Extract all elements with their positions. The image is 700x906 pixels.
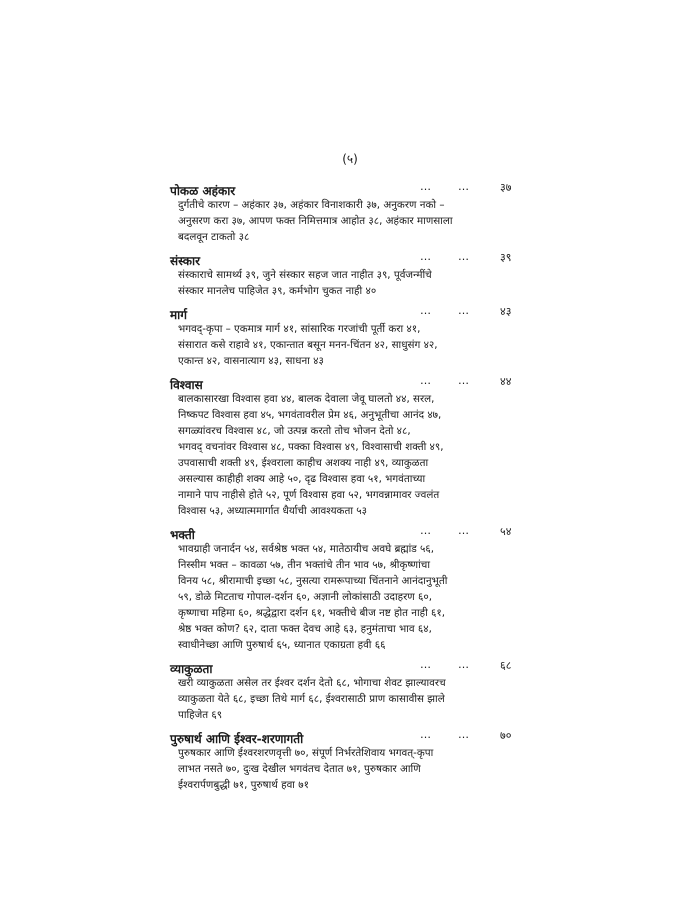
topic-line: नामाने पाप नाहीसे होते ५२, पूर्ण विश्वास हवा ५२, भगवन्नामावर ज्वलंत — [178, 489, 440, 501]
chapter-page-number: ७० — [500, 729, 512, 742]
table-of-contents — [170, 180, 520, 798]
topic-line: उपवासाची शक्ती ४९, ईश्वराला काहीच अशक्य नाही ४९, व्याकुळता — [178, 457, 429, 469]
leader-dots — [420, 250, 496, 263]
leader-dot-group: … — [420, 658, 432, 671]
topic-line: अनुसरण करा ३७, आपण फक्त निमित्तमात्र आहोत ३८, अहंकार माणसाला — [178, 215, 453, 227]
topic-line: खरी व्याकुळता असेल तर ईश्वर दर्शन देतो ६८, भोगाचा शेवट झाल्यावरच — [178, 677, 446, 689]
chapter-page-number: ५४ — [500, 525, 512, 538]
topic-line: कृष्णाचा महिमा ६०, श्रद्धेद्वारा दर्शन ६१, भक्तीचे बीज नष्ट होत नाही ६१, — [178, 607, 446, 619]
leader-dot-group: … — [458, 250, 470, 263]
leader-dot-group: … — [458, 374, 470, 387]
topic-line: असल्यास काहीही शक्य आहे ५०, दृढ विश्वास हवा ५१, भगवंताच्या — [178, 473, 426, 485]
page-number: (५) — [342, 152, 358, 166]
toc-entry-header — [170, 524, 520, 541]
leader-dots — [420, 180, 496, 193]
chapter-heading: विश्वास — [170, 378, 203, 392]
leader-dot-group: … — [458, 524, 470, 537]
topic-line: दुर्गतीचे कारण – अहंकार ३७, अहंकार विनाशकारी ३७, अनुकरण नको – — [178, 199, 445, 211]
toc-entry-header — [170, 304, 520, 321]
toc-entry — [170, 658, 520, 723]
leader-dot-group: … — [420, 728, 432, 741]
topic-line: भगवद्‌ वचनांवर विश्वास ४८, पक्का विश्वास ४९, विश्वासाची शक्ती ४९, — [178, 441, 444, 453]
chapter-heading: पुरुषार्थ आणि ईश्वर-शरणागती — [170, 732, 304, 746]
topic-line: श्रेष्ठ भक्त कोण? ६२, दाता फक्त देवच आहे ६३, हनुमंताचा भाव ६४, — [178, 623, 432, 635]
topic-line: पाहिजेत ६९ — [178, 709, 223, 721]
topic-line: सगळ्यांवरच विश्वास ४८, जो उत्पन्न करतो तोच भोजन देतो ४८, — [178, 425, 411, 437]
leader-dot-group: … — [458, 180, 470, 193]
topic-line: विश्वास ५३, अध्यात्ममार्गात धैर्याची आवश्यकता ५३ — [178, 505, 367, 517]
chapter-heading: व्याकुळता — [170, 662, 213, 676]
topic-line: ईश्वरार्पणबुद्धी ७१, पुरुषार्थ हवा ७१ — [178, 779, 309, 791]
chapter-topics — [178, 321, 508, 369]
leader-dot-group: … — [420, 250, 432, 263]
leader-dot-group: … — [420, 374, 432, 387]
topic-line: संसारात कसे राहावे ४१, एकान्तात बसून मनन-चिंतन ४२, साधुसंग ४२, — [178, 339, 438, 351]
leader-dot-group: … — [420, 304, 432, 317]
leader-dots — [420, 728, 496, 741]
chapter-heading: भक्ती — [170, 528, 195, 542]
chapter-topics — [178, 391, 508, 519]
topic-line: स्वाधीनेच्छा आणि पुरुषार्थ ६५, ध्यानात एकाग्रता हवी ६६ — [178, 639, 386, 651]
topic-line: विनय ५८, श्रीरामाची इच्छा ५८, नुसत्या रामरूपाच्या चिंतनाने आनंदानुभूती — [178, 575, 448, 587]
topic-line: बदलवून टाकतो ३८ — [178, 231, 250, 243]
toc-entry — [170, 374, 520, 519]
chapter-page-number: ४४ — [500, 375, 512, 388]
chapter-page-number: ३९ — [500, 251, 512, 264]
topic-line: पुरुषकार आणि ईश्वरशरणवृत्ती ७०, संपूर्ण निर्भरतेशिवाय भगवत्‌-कृपा — [178, 747, 434, 759]
topic-line: एकान्त ४२, वासनात्याग ४३, साधना ४३ — [178, 355, 324, 367]
chapter-page-number: ६८ — [500, 659, 512, 672]
toc-entry — [170, 250, 520, 299]
toc-entry-header — [170, 180, 520, 197]
chapter-topics — [178, 267, 508, 299]
leader-dot-group: … — [420, 524, 432, 537]
chapter-heading: पोकळ अहंकार — [170, 184, 236, 198]
topic-line: बालकासारखा विश्वास हवा ४४, बालक देवाला जेवू घालतो ४४, सरल, — [178, 393, 435, 405]
toc-entry-header — [170, 250, 520, 267]
topic-line: भावग्राही जनार्दन ५४, सर्वश्रेष्ठ भक्त ५४, मातेठायीच अवघे ब्रह्मांड ५६, — [178, 543, 435, 555]
topic-line: संस्कार मानलेच पाहिजेत ३९, कर्मभोग चुकत नाही ४० — [178, 285, 377, 297]
chapter-heading: मार्ग — [170, 308, 188, 322]
chapter-heading: संस्कार — [170, 254, 201, 268]
topic-line: भगवद्‌-कृपा – एकमात्र मार्ग ४१, सांसारिक गरजांची पूर्ती करा ४१, — [178, 323, 421, 335]
leader-dots — [420, 304, 496, 317]
chapter-page-number: ४३ — [500, 305, 512, 318]
topic-line: संस्काराचे सामर्थ्य ३९, जुने संस्कार सहज जात नाहीत ३९, पूर्वजन्मींचे — [178, 269, 432, 281]
leader-dots — [420, 658, 496, 671]
toc-entry-header — [170, 374, 520, 391]
topic-line: निस्सीम भक्त – कावळा ५७, तीन भक्तांचे तीन भाव ५७, श्रीकृष्णांचा — [178, 559, 430, 571]
toc-entry — [170, 180, 520, 245]
leader-dots — [420, 374, 496, 387]
toc-entry — [170, 728, 520, 793]
leader-dots — [420, 524, 496, 537]
toc-entry-header — [170, 658, 520, 675]
topic-line: व्याकुळता येते ६८, इच्छा तिथे मार्ग ६८, ईश्वरासाठी प्राण कासावीस झाले — [178, 693, 445, 705]
toc-entry-header — [170, 728, 520, 745]
leader-dot-group: … — [458, 728, 470, 741]
chapter-topics — [178, 541, 508, 653]
leader-dot-group: … — [458, 304, 470, 317]
topic-line: निष्कपट विश्वास हवा ४५, भगवंतावरील प्रेम ४६, अनुभूतीचा आनंद ४७, — [178, 409, 442, 421]
chapter-page-number: ३७ — [500, 181, 512, 194]
leader-dot-group: … — [420, 180, 432, 193]
chapter-topics — [178, 197, 508, 245]
leader-dot-group: … — [458, 658, 470, 671]
toc-entry — [170, 304, 520, 369]
topic-line: ५९, डोळे मिटताच गोपाल-दर्शन ६०, अज्ञानी लोकांसाठी उदाहरण ६०, — [178, 591, 432, 603]
topic-line: लाभत नसते ७०, दुःख देखील भगवंतच देतात ७१, पुरुषकार आणि — [178, 763, 421, 775]
chapter-topics — [178, 745, 508, 793]
chapter-topics — [178, 675, 508, 723]
toc-entry — [170, 524, 520, 653]
